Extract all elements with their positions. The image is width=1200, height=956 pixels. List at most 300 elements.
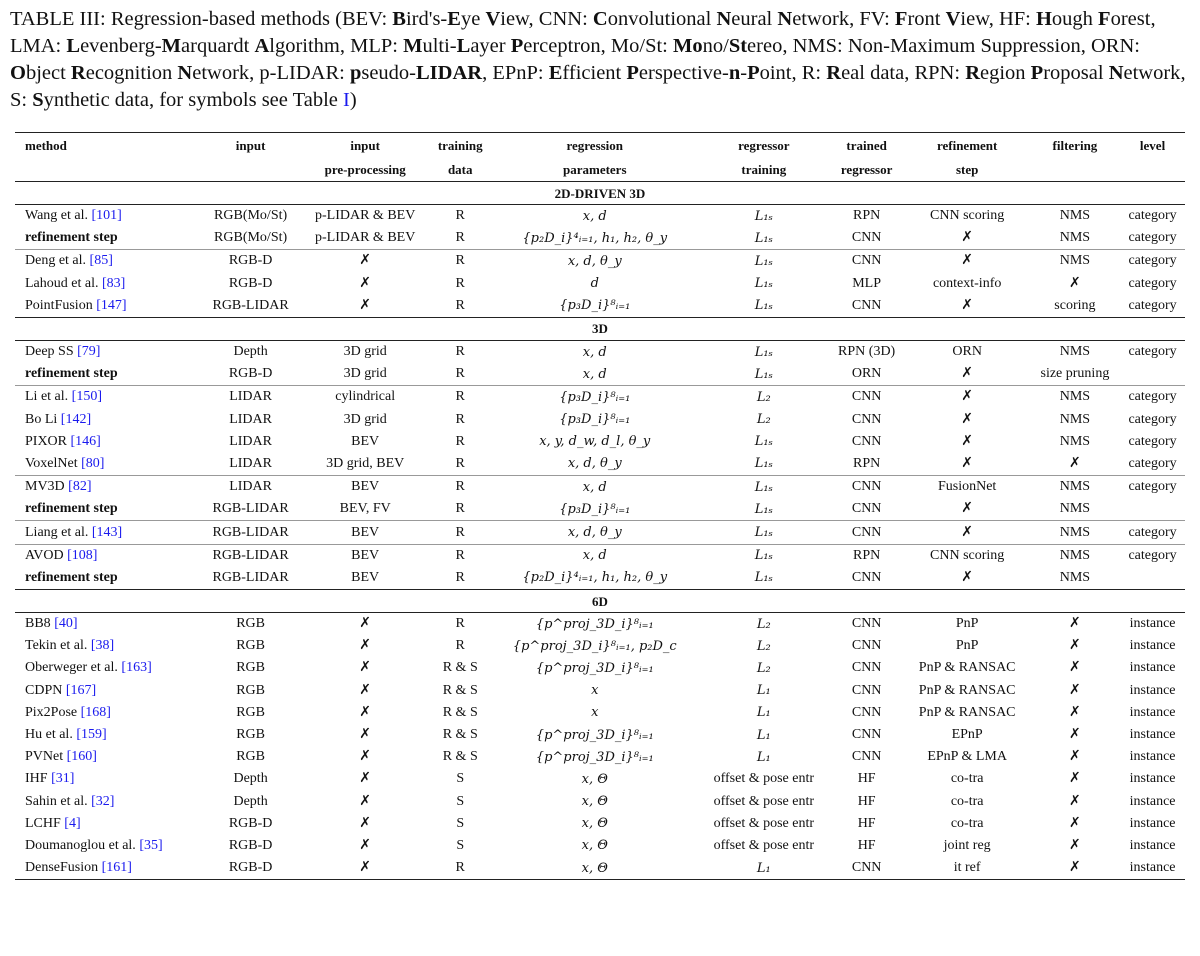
table-row	[15, 205, 1185, 228]
level-cell: instance	[1129, 815, 1176, 831]
refine-cell: co-tra	[950, 771, 984, 787]
pre-cell: ✗	[359, 771, 372, 787]
pre-cell: ✗	[359, 793, 372, 809]
column-header-sub: parameters	[491, 157, 699, 182]
reg-cell: L₁ₛ	[754, 208, 773, 224]
citation-link[interactable]: [160]	[66, 749, 97, 765]
filter-cell: ✗	[1069, 704, 1081, 720]
params-cell: x, d	[582, 366, 607, 382]
input-cell: RGB-LIDAR	[212, 569, 289, 585]
method-cell	[15, 857, 201, 880]
pre-cell: 3D grid	[343, 366, 387, 382]
filter-cell: ✗	[1069, 815, 1081, 831]
caption-abbrev	[259, 62, 482, 84]
abbrev-initial: E	[548, 62, 563, 84]
abbrev-text: ird's-	[405, 8, 448, 30]
abbrev-initial: LIDAR	[416, 62, 483, 84]
filter-cell: ✗	[1069, 837, 1081, 853]
method-name: BB8	[25, 616, 55, 632]
params-cell: x, d	[491, 544, 699, 567]
abbrev-text: ynthetic data	[43, 89, 149, 111]
pre-cell: cylindrical	[300, 386, 430, 409]
abbrev-text: onvolutional	[607, 8, 717, 30]
reg-cell: L₁ₛ	[754, 501, 773, 517]
refine-cell: PnP & RANSAC	[918, 682, 1016, 698]
level-cell: category	[1120, 521, 1185, 544]
abbrev-initial: St	[728, 35, 748, 57]
abbrev-text: no/	[702, 35, 729, 57]
section-title: 3D	[15, 317, 1185, 340]
column-header-sub: regressor	[829, 157, 905, 182]
params-cell: x, Θ	[581, 794, 608, 810]
method-cell	[15, 813, 201, 835]
refine-cell: PnP & RANSAC	[918, 704, 1016, 720]
abbrev-text: seudo-	[361, 62, 416, 84]
citation-link[interactable]: [4]	[64, 815, 81, 831]
trained-cell: CNN	[851, 411, 882, 427]
trained-cell: CNN	[851, 297, 882, 313]
params-cell: x, d, θ_y	[491, 521, 699, 544]
reg-cell: L₁ₛ	[699, 521, 829, 544]
filter-cell: ✗	[1069, 638, 1081, 654]
method-name: refinement step	[25, 501, 118, 517]
method-name: refinement step	[25, 366, 118, 382]
abbrev-text: Mo/St:	[610, 35, 673, 57]
filter-cell: ✗	[1069, 793, 1081, 809]
citation-link[interactable]: [147]	[96, 297, 127, 313]
data-cell: R	[455, 501, 465, 517]
abbrev-initial: M	[403, 35, 423, 57]
section-header-row	[15, 317, 1185, 340]
column-header: level	[1120, 133, 1185, 158]
filter-cell: ✗	[1069, 727, 1081, 743]
reg-cell: L₁ₛ	[699, 476, 829, 499]
data-cell: S	[456, 815, 465, 831]
pre-cell: BEV	[300, 544, 430, 567]
section-title: 2D-DRIVEN 3D	[15, 182, 1185, 205]
caption-tail: for symbols see Table	[159, 89, 343, 111]
column-header-sub	[1120, 157, 1185, 182]
method-name: LCHF	[25, 815, 65, 831]
table-row	[15, 295, 1185, 318]
trained-cell: CNN	[829, 476, 905, 499]
table-row	[15, 567, 1185, 590]
method-name: DenseFusion	[25, 860, 102, 876]
table-row	[15, 409, 1185, 431]
table-row	[15, 386, 1185, 409]
params-cell: {p₃D_i}⁸ᵢ₌₁	[559, 501, 631, 517]
reg-cell: L₁	[756, 749, 771, 765]
method-cell	[15, 250, 201, 273]
level-cell: category	[1120, 250, 1185, 273]
column-header-sub: data	[430, 157, 491, 182]
data-cell: R	[455, 433, 465, 449]
abbrev-text: -	[740, 62, 748, 84]
trained-cell: CNN	[851, 433, 882, 449]
abbrev-text: iew	[500, 8, 529, 30]
data-cell: S	[456, 771, 465, 787]
method-cell	[15, 544, 201, 567]
table-row	[15, 340, 1185, 363]
trained-cell: CNN	[851, 501, 882, 517]
params-cell: x, d	[582, 208, 607, 224]
method-cell	[15, 453, 201, 476]
params-cell: x, d, θ_y	[491, 250, 699, 273]
abbrev-text: LMA:	[10, 35, 67, 57]
refine-cell: ✗	[905, 521, 1030, 544]
method-cell	[15, 635, 201, 657]
column-header: filtering	[1030, 133, 1120, 158]
params-cell: x, Θ	[581, 771, 608, 787]
reg-cell: L₂	[699, 386, 829, 409]
pre-cell: ✗	[359, 815, 372, 831]
trained-cell: CNN	[829, 857, 905, 880]
pre-cell: ✗	[359, 616, 372, 632]
method-cell	[15, 521, 201, 544]
caption-abbrev	[793, 35, 1081, 57]
table-row	[15, 791, 1185, 813]
abbrev-text: etwork	[1123, 62, 1181, 84]
input-cell: RGB-D	[228, 366, 273, 382]
input-cell: LIDAR	[229, 411, 272, 427]
abbrev-initial: R	[826, 62, 842, 84]
data-cell: R	[455, 455, 465, 471]
params-cell: {p₂D_i}⁴ᵢ₌₁, h₁, h₂, θ_y	[522, 230, 668, 246]
caption-abbrev	[10, 35, 340, 57]
citation-link[interactable]: [83]	[101, 275, 126, 291]
caption-abbrev	[539, 8, 849, 30]
abbrev-text: eal data	[841, 62, 905, 84]
abbrev-text: FV:	[859, 8, 895, 30]
data-cell: R	[455, 411, 465, 427]
trained-cell: CNN	[829, 521, 905, 544]
level-cell: instance	[1129, 793, 1176, 809]
method-name: Lahoud et al.	[25, 275, 102, 291]
citation-link[interactable]: [80]	[81, 455, 105, 471]
refine-cell: joint reg	[943, 837, 991, 853]
citation-link[interactable]: [161]	[101, 860, 132, 876]
method-cell	[15, 791, 201, 813]
abbrev-text: eural	[731, 8, 778, 30]
refine-cell: PnP	[955, 638, 979, 654]
level-cell: category	[1128, 411, 1177, 427]
method-name: Hu et al.	[25, 727, 77, 743]
level-cell: instance	[1129, 704, 1176, 720]
params-cell: {p^proj_3D_i}⁸ᵢ₌₁	[535, 616, 654, 632]
abbrev-text: erceptron	[523, 35, 601, 57]
params-cell: x, y, d_w, d_l, θ_y	[539, 434, 651, 450]
method-name: Wang et al.	[25, 208, 92, 224]
refine-cell: co-tra	[950, 815, 984, 831]
input-cell: RGB	[236, 616, 265, 632]
filter-cell: NMS	[1059, 230, 1091, 246]
filter-cell: NMS	[1059, 433, 1091, 449]
pre-cell: BEV, FV	[339, 501, 391, 517]
params-cell: x, Θ	[581, 816, 608, 832]
caption-abbrev	[492, 62, 791, 84]
params-cell: {p₂D_i}⁴ᵢ₌₁, h₁, h₂, θ_y	[522, 570, 668, 586]
reg-cell: L₁	[756, 727, 771, 743]
level-cell	[1120, 567, 1185, 590]
caption-abbrev	[859, 8, 988, 30]
reg-cell: L₁ₛ	[699, 544, 829, 567]
citation-link[interactable]: [38]	[90, 638, 115, 654]
citation-link[interactable]: [168]	[80, 704, 111, 720]
params-cell: {p₃D_i}⁸ᵢ₌₁	[491, 386, 699, 409]
column-header: input	[201, 133, 301, 158]
level-cell: category	[1128, 208, 1177, 224]
level-cell: instance	[1129, 749, 1176, 765]
filter-cell: NMS	[1059, 411, 1091, 427]
header-row-1	[15, 133, 1185, 158]
abbrev-text: orest	[1110, 8, 1151, 30]
pre-cell: ✗	[359, 638, 372, 654]
input-cell: RGB-D	[228, 815, 273, 831]
input-cell: RGB	[236, 682, 265, 698]
refine-cell: ORN	[952, 344, 982, 360]
citation-link[interactable]: [35]	[139, 837, 163, 853]
level-cell: category	[1120, 476, 1185, 499]
params-cell: {p^proj_3D_i}⁸ᵢ₌₁	[535, 749, 654, 765]
abbrev-text: MLP:	[350, 35, 404, 57]
citation-link[interactable]: [108]	[67, 547, 98, 563]
section-title: 6D	[15, 590, 1185, 613]
citation-link[interactable]: [142]	[60, 411, 92, 427]
abbrev-initial: H	[1035, 8, 1052, 30]
caption-abbrev	[611, 35, 782, 57]
column-header-sub	[201, 157, 301, 182]
abbrev-text: CNN:	[538, 8, 593, 30]
input-cell: Depth	[233, 344, 268, 360]
column-header: trained	[829, 133, 905, 158]
pre-cell: ✗	[359, 275, 372, 291]
data-cell: R & S	[442, 749, 478, 765]
level-cell: category	[1120, 386, 1185, 409]
level-cell: instance	[1129, 771, 1176, 787]
trained-cell: CNN	[851, 704, 882, 720]
abbrev-initial: V	[485, 8, 501, 30]
column-header: input	[300, 133, 430, 158]
pre-cell: ✗	[359, 727, 372, 743]
params-cell: d	[590, 276, 599, 292]
level-cell	[1120, 363, 1185, 386]
trained-cell: CNN	[851, 569, 882, 585]
refine-cell: ✗	[961, 411, 974, 427]
method-name: Doumanoglou et al.	[25, 837, 140, 853]
table-row	[15, 273, 1185, 295]
refine-cell: ✗	[961, 501, 974, 517]
filter-cell: ✗	[1069, 616, 1081, 632]
citation-link[interactable]: [79]	[77, 344, 101, 360]
abbrev-initial: Mo	[673, 35, 703, 57]
citation-link[interactable]: [32]	[91, 793, 115, 809]
trained-cell: MLP	[852, 275, 882, 291]
table-row	[15, 702, 1185, 724]
method-cell	[15, 476, 201, 499]
abbrev-initial: P	[510, 35, 524, 57]
citation-link[interactable]: [40]	[54, 616, 78, 632]
citation-link[interactable]: [146]	[70, 433, 101, 449]
column-header: regressor	[699, 133, 829, 158]
citation-link[interactable]: [159]	[76, 727, 107, 743]
input-cell: RGB-LIDAR	[201, 544, 301, 567]
params-cell: {p₃D_i}⁸ᵢ₌₁	[559, 298, 631, 314]
table-reference-link[interactable]: I	[343, 89, 350, 111]
abbrev-text: ecognition	[85, 62, 178, 84]
pre-cell: ✗	[359, 749, 372, 765]
abbrev-initial: L	[66, 35, 81, 57]
column-header: method	[15, 133, 201, 158]
level-cell: instance	[1129, 682, 1176, 698]
params-cell: x, d	[582, 344, 607, 360]
input-cell: RGB-D	[228, 837, 273, 853]
method-name: MV3D	[25, 479, 69, 495]
level-cell: category	[1128, 275, 1177, 291]
filter-cell: ✗	[1069, 275, 1081, 291]
citation-link[interactable]: [150]	[71, 389, 102, 405]
caption-abbrev	[914, 62, 1180, 84]
reg-cell: L₂	[756, 412, 771, 428]
level-cell: instance	[1129, 616, 1176, 632]
method-cell	[15, 205, 201, 228]
level-cell: category	[1128, 344, 1177, 360]
abbrev-initial: N	[777, 8, 793, 30]
citation-link[interactable]: [143]	[91, 524, 123, 540]
caption-abbrev	[350, 35, 601, 57]
method-name: Sahin et al.	[25, 793, 92, 809]
params-cell: x	[591, 705, 599, 721]
params-cell: x, Θ	[491, 857, 699, 880]
input-cell: LIDAR	[229, 455, 272, 471]
input-cell: LIDAR	[201, 386, 301, 409]
filter-cell: NMS	[1059, 501, 1091, 517]
refine-cell: ✗	[961, 455, 974, 471]
method-name: AVOD	[25, 547, 68, 563]
params-cell: {p₃D_i}⁸ᵢ₌₁	[559, 412, 631, 428]
refine-cell: ✗	[961, 297, 974, 313]
abbrev-text: etwork	[192, 62, 250, 84]
abbrev-initial: L	[456, 35, 471, 57]
data-cell: R & S	[442, 727, 478, 743]
trained-cell: CNN	[851, 660, 882, 676]
data-cell: R	[455, 638, 465, 654]
method-cell	[15, 835, 201, 857]
reg-cell: offset & pose entr	[713, 793, 815, 809]
filter-cell: size pruning	[1040, 366, 1110, 382]
method-cell	[15, 409, 201, 431]
reg-cell: L₁ₛ	[754, 344, 773, 360]
table-row	[15, 657, 1185, 679]
abbrev-initial: V	[945, 8, 961, 30]
abbrev-text: oint	[759, 62, 792, 84]
method-name: Pix2Pose	[25, 704, 81, 720]
abbrev-initial: N	[1108, 62, 1124, 84]
level-cell: category	[1128, 455, 1177, 471]
reg-cell: L₁	[756, 705, 771, 721]
method-cell	[15, 295, 201, 318]
column-header: regression	[491, 133, 699, 158]
filter-cell: NMS	[1030, 521, 1120, 544]
data-cell: R & S	[442, 660, 478, 676]
abbrev-initial: O	[10, 62, 26, 84]
pre-cell: BEV	[351, 569, 380, 585]
abbrev-text: ye	[460, 8, 486, 30]
input-cell: RGB-D	[201, 250, 301, 273]
citation-link[interactable]: [85]	[89, 253, 113, 269]
refine-cell: ✗	[961, 433, 974, 449]
citation-link[interactable]: [167]	[65, 682, 97, 698]
abbrev-text: EPnP:	[492, 62, 549, 84]
method-cell	[15, 613, 201, 636]
refine-cell: ✗	[905, 250, 1030, 273]
citation-link[interactable]: [82]	[68, 479, 92, 495]
citation-link[interactable]: [31]	[51, 771, 75, 787]
refine-cell: context-info	[932, 275, 1002, 291]
abbrev-initial: n	[728, 62, 741, 84]
filter-cell: NMS	[1059, 344, 1091, 360]
abbrev-text: ough	[1051, 8, 1099, 30]
abbrev-text: S:	[10, 89, 33, 111]
reg-cell: L₁ₛ	[754, 230, 773, 246]
method-name: Li et al.	[25, 389, 72, 405]
method-name: Tekin et al.	[25, 638, 91, 654]
abbrev-initial: P	[747, 62, 760, 84]
table-row	[15, 680, 1185, 702]
input-cell: RGB	[236, 727, 265, 743]
method-cell	[15, 567, 201, 590]
trained-cell: HF	[857, 793, 876, 809]
table-row	[15, 857, 1185, 880]
reg-cell: L₂	[756, 638, 771, 654]
data-cell: R	[455, 208, 465, 224]
trained-cell: CNN	[851, 616, 882, 632]
caption-abbrev	[342, 8, 529, 30]
table-row	[15, 363, 1185, 386]
trained-cell: CNN	[851, 230, 882, 246]
level-cell	[1120, 498, 1185, 521]
abbrev-text: etwork	[792, 8, 850, 30]
abbrev-text: ORN:	[1090, 35, 1140, 57]
regression-methods-table	[15, 132, 1185, 880]
abbrev-text: arquardt	[181, 35, 255, 57]
abbrev-text: RPN:	[914, 62, 966, 84]
citation-link[interactable]: [101]	[91, 208, 122, 224]
reg-cell: L₁ₛ	[754, 366, 773, 382]
reg-cell: L₁ₛ	[754, 434, 773, 450]
refine-cell: ✗	[961, 366, 974, 382]
filter-cell: NMS	[1059, 569, 1091, 585]
level-cell: instance	[1129, 727, 1176, 743]
data-cell: R	[455, 366, 465, 382]
abbrev-initial: F	[894, 8, 908, 30]
refine-cell: ✗	[905, 386, 1030, 409]
citation-link[interactable]: [163]	[121, 660, 152, 676]
pre-cell: 3D grid	[343, 411, 387, 427]
reg-cell: L₁ₛ	[754, 298, 773, 314]
abbrev-text: HF:	[998, 8, 1036, 30]
abbrev-text: BEV:	[341, 8, 393, 30]
refine-cell: ✗	[961, 569, 974, 585]
abbrev-initial: S	[32, 89, 44, 111]
input-cell: RGB(Mo/St)	[214, 208, 288, 224]
abbrev-initial: A	[254, 35, 270, 57]
data-cell: R	[455, 275, 465, 291]
filter-cell: ✗	[1069, 660, 1081, 676]
data-cell: R	[430, 544, 491, 567]
trained-cell: CNN	[851, 682, 882, 698]
abbrev-text: NMS: Non-Maximum Suppression	[792, 35, 1081, 57]
pre-cell: 3D grid	[343, 344, 387, 360]
